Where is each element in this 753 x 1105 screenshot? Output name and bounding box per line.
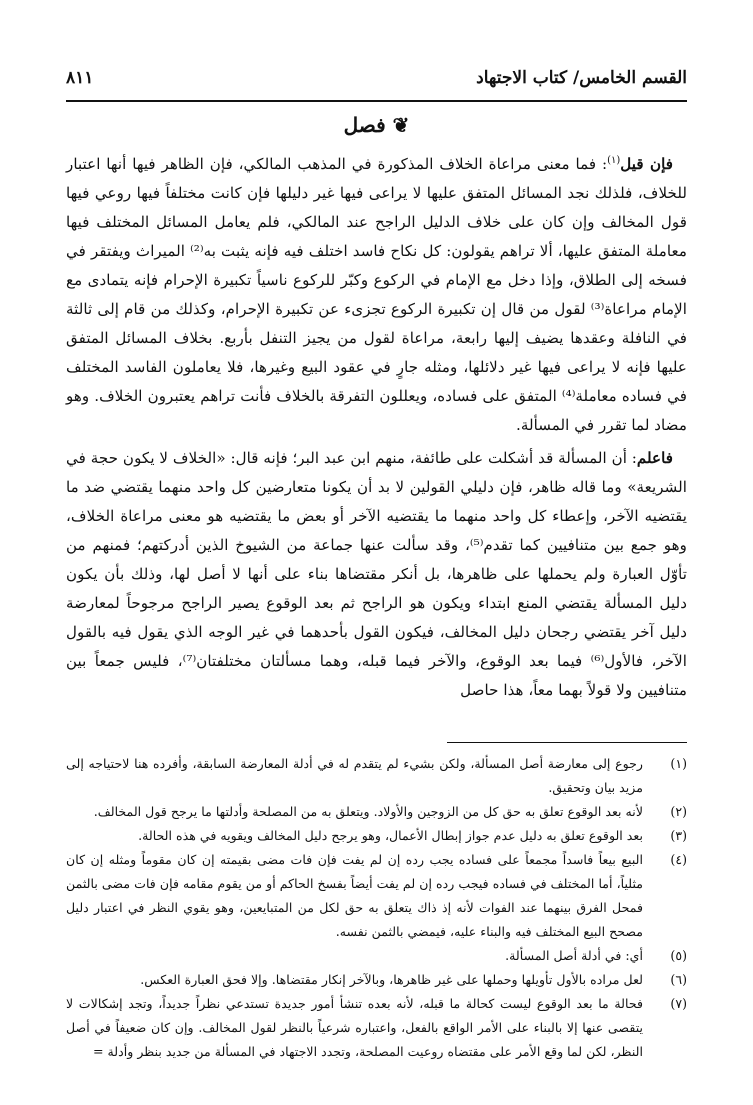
footnote-item [66,848,687,944]
footnote-text: لعل مراده بالأول تأويلها وحملها على غير ظاهرها، وبالآخر إنكار مقتضاها. وإلا فحق العبارة العكس. [140,972,643,987]
footnote-number: (٤) [670,852,687,867]
footnote-item [66,752,687,800]
section-title: ❦ فصل [343,113,410,137]
footnote-mark: (١) [607,154,621,166]
paragraph-2 [66,444,687,705]
footnote-number: (٣) [670,828,687,843]
footnote-item [66,824,687,848]
footnotes [66,752,687,1064]
footnote-text: البيع بيعاً فاسداً مجمعاً على فساده يجب رده إن لم يفت فإن فات مضى بقيمته إن كان مقوماً ومثله إن كان مثلياً، أما المختلف في فساده فيجب رده إن لم يفت أيضاً بفسخ الحاكم أو من يقوم مقامه فإن فات مضى بالثمن فمحل الفرق بينهما عند الفوات لأنه إذ ذاك يتعلق به حق لكل من المتبايعين، وهو يقوي النظر في اعتبار دليل مصحح البيع المختلف فيه والبناء عليه، فيمضي بالثمن نفسه. [66,852,643,939]
header-title: القسم الخامس/ كتاب الاجتهاد [476,68,687,88]
footnote-text: لأنه بعد الوقوع تعلق به حق كل من الزوجين والأولاد. ويتعلق به من المصلحة وأدلتها ما يرجح قول المخالف. [93,804,643,819]
paragraph-lead: فاعلم [636,449,673,467]
paragraph-1 [66,150,687,440]
paragraph-text: : فما معنى مراعاة الخلاف المذكورة في المذهب المالكي، فإن الظاهر فيها أنها اعتبار للخلاف، فلذلك نجد المسائل المتفق عليها لا يراعى فيها غير دليلها فإن كانت مختلفاً فيها روعي فيها قول المخالف وإن كان على خلاف الدليل الراجح عند المالكي، فلم يعامل المسائل المختلف فيها معاملة المتفق عليها، ألا تراهم يقولون: كل نكاح فاسد اختلف فيه فإنه يثبت به⁽²⁾ الميراث ويفتقر في فسخه إلى الطلاق، وإذا دخل مع الإمام في الركوع وكبّر للركوع ناسياً تكبيرة الإحرام فإنه يتمادى مع الإمام مراعاة⁽³⁾ لقول من قال إن تكبيرة الركوع تجزىء عن تكبيرة الإحرام، وكذلك من قام إلى ثالثة في النافلة وعقدها يضيف إليها رابعة، مراعاة لقول من يجيز التنفل بأربع. بخلاف المسائل المتفق عليها فإنه لا يراعى فيها غير دلائلها، ومثله جارٍ في عقود البيع وغيرها، فلا يعاملون الفاسد المختلف في فساده معاملة⁽⁴⁾ المتفق على فساده، ويعللون التفرقة بالخلاف فأنت تراهم يعتبرون الخلاف. وهو مضاد لما تقرر في المسألة. [66,155,687,434]
footnote-number: (٥) [670,948,687,963]
main-text [66,150,687,705]
footnote-text: أي: في أدلة أصل المسألة. [505,948,643,963]
footnote-text: رجوع إلى معارضة أصل المسألة، ولكن بشيء لم يتقدم له في أدلة المعارضة السابقة، وأفرده هنا لاحتياجه إلى مزيد بيان وتحقيق. [66,756,643,795]
footnote-divider [447,742,687,743]
footnote-number: (٧) [670,996,687,1011]
footnote-item [66,800,687,824]
paragraph-lead: فإن قيل [620,155,673,173]
footnote-text: بعد الوقوع تعلق به دليل عدم جواز إبطال الأعمال، وهو يرجح دليل المخالف ويقويه في هذه الحالة. [138,828,643,843]
running-header [66,60,687,102]
footnote-text: فحالة ما بعد الوقوع ليست كحالة ما قبله، لأنه بعده تنشأ أمور جديدة تستدعي نظراً جديداً، وتجد إشكالات لا يتقصى عنها إلا بالبناء على الأمر الواقع بالفعل، واعتباره شرعياً بالنظر لقول المخالف. وإن كان ضعيفاً في أصل النظر، لكن لما وقع الأمر على مقتضاه روعيت المصلحة، وتجدد الاجتهاد في المسألة من جديد بنظر وأدلة = [66,996,643,1059]
footnote-item [66,992,687,1064]
page-number: ٨١١ [66,68,94,88]
footnote-number: (٢) [670,804,687,819]
footnote-item [66,968,687,992]
footnote-item [66,944,687,968]
footnote-number: (٦) [670,972,687,987]
footnote-number: (١) [670,756,687,771]
paragraph-text: : أن المسألة قد أشكلت على طائفة، منهم ابن عبد البر؛ فإنه قال: «الخلاف لا يكون حجة في الشريعة» وما قاله ظاهر، فإن دليلي القولين لا بد أن يكونا متعارضين كل واحد منهما يقتضي ضد ما يقتضيه الآخر، وإعطاء كل واحد منهما ما يقتضيه الآخر أو بعض ما يقتضيه هو معنى مراعاة الخلاف، وهو جمع بين متنافيين كما تقدم⁽⁵⁾، وقد سألت عنها جماعة من الشيوخ الذين أدركتهم؛ فمنهم من تأوّل العبارة ولم يحملها على ظاهرها، بل أنكر مقتضاها بناء على أنها لا أصل لها، وذلك بأن يكون دليل المسألة يقتضي المنع ابتداء ويكون هو الراجح ثم بعد الوقوع يصير الراجح مرجوحاً لمعارضة دليل آخر يقتضي رجحان دليل المخالف، فيكون القول بأحدهما في غير الوجه الذي يقول فيه بالقول الآخر، فالأول⁽⁶⁾ فيما بعد الوقوع، والآخر فيما قبله، وهما مسألتان مختلفتان⁽⁷⁾، فليس جمعاً بين متنافيين ولا قولاً بهما معاً، هذا حاصل [66,449,688,699]
